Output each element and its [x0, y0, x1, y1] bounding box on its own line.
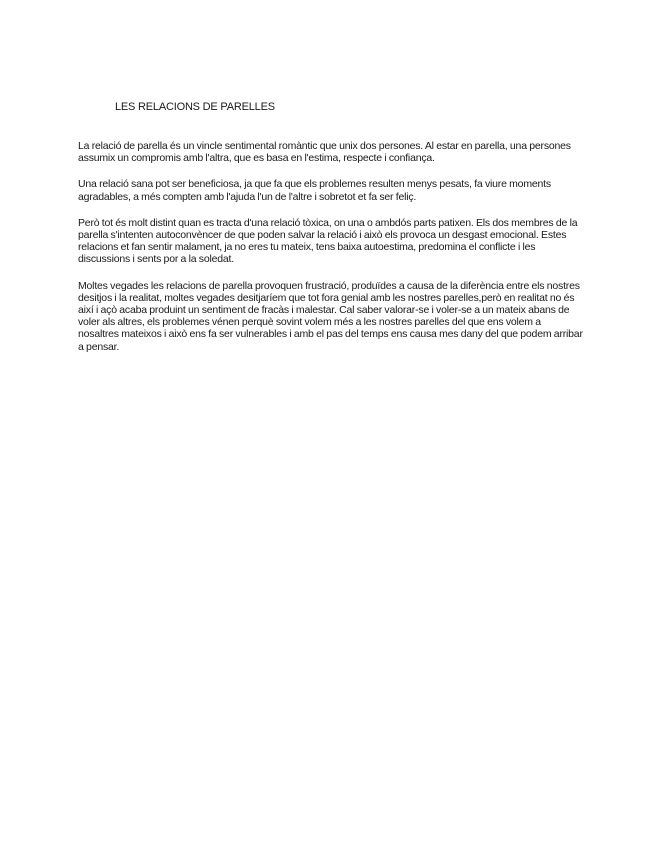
- paragraph-definition: La relació de parella és un vincle sentimental romàntic que unix dos persones. Al estar en parella, una persones assumix un compromis amb l'altra, que es basa en l'estima, respecte i confiança.: [78, 140, 571, 165]
- paragraph-toxic-relationship: Però tot és molt distint quan es tracta d'una relació tòxica, on una o ambdós parts patixen. Els dos membres de la parella s'intenten autoconvèncer de que poden salvar la relació i això els provoca un desgast emocional. Estes relacions et fan sentir malament, ja no eres tu mateix, tens baixa autoestima, predomina el conflicte i les discussions i sents por a la soledat.: [78, 216, 578, 266]
- document-title: LES RELACIONS DE PARELLES: [115, 101, 275, 113]
- paragraph-frustration: Moltes vegades les relacions de parella provoquen frustració, produïdes a causa de la diferència entre els nostres desitjos i la realitat, moltes vegades desitjaríem que tot fora genial amb les nostres parelles,però en realitat no és així i açò acaba produint un sentiment de fracàs i malestar. Cal saber valorar-se i voler-se a un mateix abans de voler als altres, els problemes vénen perquè sovint volem més a les nostres parelles del que ens volem a nosaltres mateixos i això ens fa ser vulnerables i amb el pas del temps ens causa mes dany del que podem arribar a pensar.: [78, 279, 583, 353]
- paragraph-healthy-relationship: Una relació sana pot ser beneficiosa, ja que fa que els problemes resulten menys pesats, fa viure moments agradables, a més compten amb l'ajuda l'un de l'altre i sobretot et fa ser feliç.: [78, 178, 551, 203]
- document-body: [78, 140, 584, 367]
